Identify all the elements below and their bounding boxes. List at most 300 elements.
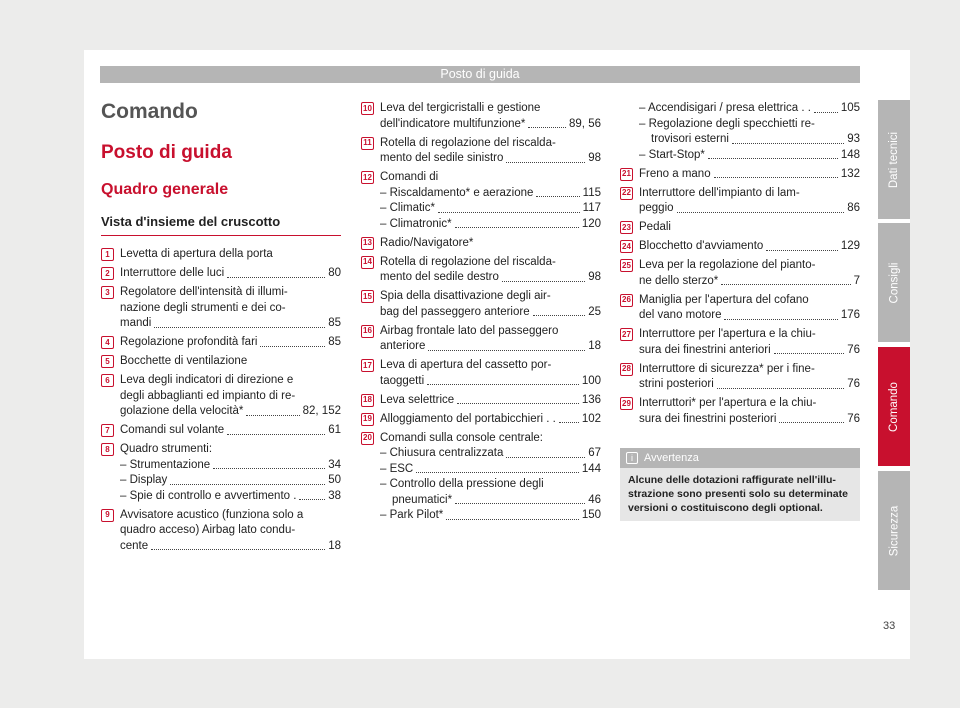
item-number-badge: 7: [101, 424, 114, 437]
item-number-badge: 22: [620, 187, 633, 200]
page-reference[interactable]: 132: [840, 167, 860, 180]
item-line: [380, 186, 601, 202]
item-text: [639, 293, 860, 324]
item-line: [380, 358, 601, 374]
item-number-badge: 20: [361, 432, 374, 445]
item-text: [380, 236, 601, 252]
item-line-text: mento del sedile sinistro: [380, 152, 504, 164]
legend-item: [620, 186, 860, 217]
dot-leader: [559, 422, 579, 423]
info-icon: i: [626, 452, 638, 464]
item-line-text: mandi: [120, 317, 152, 329]
page-reference[interactable]: 85: [328, 317, 341, 329]
item-text: [639, 101, 860, 163]
item-number-badge: 26: [620, 294, 633, 307]
item-line-text: – Climatic*: [380, 202, 435, 214]
item-line-text: Interruttore per l'apertura e la chiu-: [639, 328, 816, 340]
item-text: [380, 393, 601, 409]
page-reference[interactable]: 89, 56: [569, 117, 601, 130]
item-line: [639, 132, 860, 148]
page-reference[interactable]: 25: [588, 305, 601, 318]
item-number-badge: 21: [620, 168, 633, 181]
item-line: [120, 404, 341, 420]
dot-leader: [717, 388, 844, 389]
item-line-text: Interruttori* per l'apertura e la chiu-: [639, 397, 817, 409]
item-line-text: Regolazione profondità fari: [120, 336, 258, 348]
legend-item: [101, 442, 341, 504]
item-text: [120, 373, 341, 420]
item-line: [639, 167, 860, 183]
chapter-title: Comando: [101, 100, 198, 123]
item-line-text: – Start-Stop*: [639, 148, 705, 161]
item-text: [380, 255, 601, 286]
dot-leader: [814, 112, 838, 113]
dot-leader: [427, 384, 579, 385]
item-text: [639, 220, 860, 236]
tab-comando[interactable]: [878, 347, 910, 466]
page-reference[interactable]: 34: [328, 458, 341, 471]
item-line: [120, 266, 341, 282]
item-number-badge: 2: [101, 267, 114, 280]
page-reference[interactable]: 105: [840, 102, 860, 114]
item-number-badge: 17: [361, 359, 374, 372]
item-line-text: – Park Pilot*: [380, 509, 444, 521]
tab-label: Comando: [888, 381, 900, 432]
legend-item: [361, 170, 601, 232]
item-line-text: Interruttore di sicurezza* per i fine-: [639, 362, 815, 375]
item-line-text: strini posteriori: [639, 378, 714, 390]
item-line: [120, 423, 341, 439]
item-line-text: Comandi sul volante: [120, 424, 225, 436]
item-text: [380, 324, 601, 355]
page-reference[interactable]: 76: [847, 378, 860, 390]
section-title: Posto di guida: [101, 142, 232, 163]
item-line-text: del vano motore: [639, 309, 722, 321]
item-number-badge: 19: [361, 413, 374, 426]
item-line-text: mento del sedile destro: [380, 271, 499, 283]
item-line: [380, 136, 601, 152]
legend-column-3: [620, 101, 860, 431]
legend-item: [620, 327, 860, 358]
item-line-text: Radio/Navigatore*: [380, 236, 474, 249]
page-number: 33: [883, 620, 896, 632]
legend-item: [620, 220, 860, 236]
item-line: [380, 117, 601, 133]
item-number-badge: 18: [361, 394, 374, 407]
legend-item: [361, 136, 601, 167]
dot-leader: [779, 422, 844, 423]
item-line-text: – Controllo della pressione degli: [380, 478, 544, 490]
item-line-text: – Riscaldamento* e aerazione: [380, 186, 534, 199]
page-reference[interactable]: 117: [582, 202, 601, 214]
item-line-text: Avvisatore acustico (funziona solo a: [120, 508, 304, 521]
page-reference[interactable]: 18: [328, 539, 341, 552]
item-line: [380, 431, 601, 447]
item-text: [639, 258, 860, 289]
page-reference[interactable]: 98: [588, 152, 601, 164]
dot-leader: [732, 143, 844, 144]
legend-item: [101, 373, 341, 420]
legend-item: [361, 431, 601, 524]
item-line-text: dell'indicatore multifunzione*: [380, 117, 526, 130]
item-line: [380, 101, 601, 117]
item-line-text: Quadro strumenti:: [120, 443, 213, 455]
item-text: [120, 335, 341, 351]
dot-leader: [457, 403, 579, 404]
page-reference[interactable]: 148: [840, 148, 860, 161]
page-reference[interactable]: 129: [840, 240, 860, 252]
legend-item: [101, 247, 341, 263]
item-line: [120, 285, 341, 301]
page-reference[interactable]: 176: [840, 309, 860, 321]
legend-item: [101, 423, 341, 439]
item-line-text: Interruttore delle luci: [120, 267, 225, 279]
item-line-text: Leva selettrice: [380, 393, 455, 406]
item-line-text: – Regolazione degli specchietti re-: [639, 117, 815, 130]
item-line-text: Interruttore dell'impianto di lam-: [639, 186, 800, 199]
item-number-badge: 10: [361, 102, 374, 115]
dot-leader: [724, 319, 837, 320]
item-line-text: Freno a mano: [639, 167, 711, 180]
legend-item: [620, 101, 860, 163]
item-line: [639, 412, 860, 428]
legend-item: [101, 285, 341, 332]
item-line: [639, 117, 860, 133]
item-line: [639, 343, 860, 359]
item-text: [120, 285, 341, 332]
item-line: [120, 354, 341, 370]
item-line: [639, 308, 860, 324]
page-reference[interactable]: 76: [847, 343, 860, 356]
item-line-text: nazione degli strumenti e dei co-: [120, 301, 286, 314]
item-line: [639, 220, 860, 236]
item-number-badge: 16: [361, 325, 374, 338]
item-number-badge: 14: [361, 256, 374, 269]
dot-leader: [170, 484, 325, 485]
item-line-text: Spia della disattivazione degli air-: [380, 290, 551, 302]
dot-leader: [455, 503, 585, 504]
item-number-badge: 24: [620, 240, 633, 253]
item-number-badge: 29: [620, 397, 633, 410]
item-line: [120, 335, 341, 351]
item-line: [380, 270, 601, 286]
warning-body: Alcune delle dotazioni raffigurate nell'illu- strazione sono presenti solo su determinate versioni o costituiscono degli optional.: [620, 468, 860, 521]
legend-item: [361, 324, 601, 355]
item-line-text: anteriore: [380, 340, 426, 352]
legend-item: [101, 508, 341, 555]
tab-dati-tecnici[interactable]: [878, 100, 910, 219]
item-number-badge: 4: [101, 336, 114, 349]
dot-leader: [506, 457, 585, 458]
tab-sicurezza[interactable]: [878, 471, 910, 590]
page-reference[interactable]: 82, 152: [302, 405, 341, 417]
item-line: [120, 473, 341, 489]
item-text: [639, 362, 860, 393]
legend-item: [361, 236, 601, 252]
item-line-text: Leva per la regolazione del pianto-: [639, 259, 816, 271]
tab-label: Consigli: [888, 262, 901, 303]
item-text: [380, 358, 601, 389]
item-number-badge: 28: [620, 363, 633, 376]
item-line: [639, 258, 860, 274]
legend-item: [620, 239, 860, 255]
item-number-badge: 6: [101, 374, 114, 387]
item-line-text: – Spie di controllo e avvertimento .: [120, 489, 297, 502]
item-line: [120, 316, 341, 332]
page-reference[interactable]: 50: [328, 474, 341, 486]
dot-leader: [213, 468, 325, 469]
item-line-text: Blocchetto d'avviamento: [639, 240, 764, 252]
item-line-text: pneumatici*: [392, 493, 453, 506]
item-number-badge: 25: [620, 259, 633, 272]
item-line-text: – Chiusura centralizzata: [380, 447, 504, 459]
item-line: [380, 305, 601, 321]
dot-leader: [533, 315, 586, 316]
item-line-text: – Display: [120, 474, 168, 486]
item-line-text: Bocchette di ventilazione: [120, 355, 248, 367]
dot-leader: [708, 158, 838, 159]
item-line-text: Maniglia per l'apertura del cofano: [639, 293, 809, 306]
item-text: [120, 423, 341, 439]
page-reference[interactable]: 102: [581, 412, 601, 425]
item-text: [639, 327, 860, 358]
item-line: [639, 148, 860, 164]
page-reference[interactable]: 136: [581, 393, 601, 406]
page-reference[interactable]: 7: [853, 274, 860, 287]
item-line-text: peggio: [639, 202, 674, 214]
item-line: [120, 389, 341, 405]
item-number-badge: 23: [620, 221, 633, 234]
legend-item: [361, 412, 601, 428]
item-text: [380, 412, 601, 428]
item-number-badge: 9: [101, 509, 114, 522]
item-line-text: sura dei finestrini anteriori: [639, 343, 771, 356]
item-number-badge: 11: [361, 137, 374, 150]
warning-header: [620, 448, 860, 468]
item-text: [639, 167, 860, 183]
item-line: [120, 523, 341, 539]
item-line: [639, 377, 860, 393]
item-line: [120, 458, 341, 474]
item-line: [120, 539, 341, 555]
page-reference[interactable]: 61: [328, 424, 341, 436]
legend-item: [620, 258, 860, 289]
item-text: [380, 431, 601, 524]
item-line: [639, 396, 860, 412]
item-number-badge: 8: [101, 443, 114, 456]
item-line-text: sura dei finestrini posteriori: [639, 412, 777, 425]
heading-rule: [101, 235, 341, 236]
item-line-text: – ESC: [380, 462, 414, 475]
legend-item: [361, 358, 601, 389]
item-text: [380, 101, 601, 132]
dot-leader: [151, 549, 325, 550]
item-line: [380, 374, 601, 390]
warning-title: Avvertenza: [644, 452, 699, 464]
item-line: [380, 201, 601, 217]
item-line-text: ne dello sterzo*: [639, 274, 719, 287]
item-line: [380, 339, 601, 355]
page-reference[interactable]: 150: [581, 509, 601, 521]
item-line: [380, 170, 601, 186]
item-line: [380, 236, 601, 252]
item-text: [120, 442, 341, 504]
item-line-text: taoggetti: [380, 374, 425, 387]
item-text: [380, 289, 601, 320]
dot-leader: [416, 472, 579, 473]
item-line: [380, 324, 601, 340]
page-reference[interactable]: 80: [328, 267, 341, 279]
item-line-text: cente: [120, 539, 149, 552]
page-reference[interactable]: 76: [847, 412, 860, 425]
item-number-badge: 13: [361, 237, 374, 250]
item-line-text: degli abbaglianti ed impianto di re-: [120, 389, 296, 402]
item-line-text: Regolatore dell'intensità di illumi-: [120, 286, 288, 298]
legend-column-2: [361, 101, 601, 527]
item-line: [380, 151, 601, 167]
dot-leader: [446, 519, 579, 520]
page-reference[interactable]: 46: [588, 493, 601, 506]
dot-leader: [506, 162, 585, 163]
page-reference[interactable]: 18: [588, 340, 601, 352]
legend-item: [101, 354, 341, 370]
item-number-badge: 3: [101, 286, 114, 299]
item-line: [380, 393, 601, 409]
legend-column-1: [101, 247, 341, 558]
legend-item: [361, 255, 601, 286]
item-text: [380, 136, 601, 167]
page-header: Posto di guida: [100, 66, 860, 83]
page-reference[interactable]: 85: [328, 336, 341, 348]
legend-item: [101, 335, 341, 351]
page-reference[interactable]: 120: [581, 217, 601, 230]
warning-box: [620, 448, 860, 521]
item-line-text: quadro acceso) Airbag lato condu-: [120, 524, 296, 536]
legend-item: [620, 396, 860, 427]
dot-leader: [246, 415, 299, 416]
item-line: [639, 239, 860, 255]
item-line-text: Comandi sulla console centrale:: [380, 431, 544, 444]
dot-leader: [455, 227, 579, 228]
dot-leader: [528, 127, 566, 128]
dot-leader: [536, 196, 579, 197]
item-line-text: golazione della velocità*: [120, 405, 244, 417]
item-line: [380, 217, 601, 233]
item-line: [120, 442, 341, 458]
dot-leader: [774, 353, 845, 354]
subsection-title: Quadro generale: [101, 181, 229, 198]
item-line-text: – Accendisigari / presa elettrica . .: [639, 102, 811, 114]
item-line-text: Comandi di: [380, 171, 439, 183]
page-reference[interactable]: 144: [581, 462, 601, 475]
item-line-text: Alloggiamento del portabicchieri . .: [380, 412, 556, 425]
item-line-text: Leva del tergicristalli e gestione: [380, 102, 541, 114]
item-line: [639, 362, 860, 378]
legend-item: [361, 393, 601, 409]
dot-leader: [227, 277, 325, 278]
dot-leader: [227, 434, 325, 435]
dot-leader: [502, 281, 585, 282]
legend-item: [361, 289, 601, 320]
dot-leader: [438, 212, 580, 213]
item-line: [120, 247, 341, 263]
page-reference[interactable]: 38: [328, 489, 341, 502]
dot-leader: [677, 212, 845, 213]
item-line: [120, 301, 341, 317]
item-number-badge: 15: [361, 290, 374, 303]
item-line-text: bag del passeggero anteriore: [380, 305, 530, 318]
legend-item: [101, 266, 341, 282]
item-line-text: Airbag frontale lato del passeggero: [380, 324, 559, 337]
item-line: [639, 101, 860, 117]
item-text: [120, 354, 341, 370]
item-line: [639, 186, 860, 202]
dot-leader: [714, 177, 838, 178]
dot-leader: [260, 346, 325, 347]
item-line: [380, 462, 601, 478]
item-line-text: Rotella di regolazione del riscalda-: [380, 136, 556, 149]
item-line-text: Pedali: [639, 221, 671, 233]
item-line: [380, 289, 601, 305]
legend-item: [620, 362, 860, 393]
item-text: [120, 508, 341, 555]
item-line: [639, 274, 860, 290]
item-line: [639, 327, 860, 343]
item-number-badge: 12: [361, 171, 374, 184]
item-line-text: Levetta di apertura della porta: [120, 248, 273, 260]
topic-title: Vista d'insieme del cruscotto: [101, 214, 281, 229]
item-line-text: Leva degli indicatori di direzione e: [120, 374, 294, 386]
tab-label: Sicurezza: [888, 505, 900, 556]
item-line: [120, 508, 341, 524]
item-number-badge: 1: [101, 248, 114, 261]
page-reference[interactable]: 115: [582, 186, 601, 199]
item-line-text: Leva di apertura del cassetto por-: [380, 359, 552, 371]
dot-leader: [766, 250, 838, 251]
item-line: [380, 508, 601, 524]
dot-leader: [154, 327, 325, 328]
item-text: [380, 170, 601, 232]
item-text: [639, 239, 860, 255]
item-line-text: – Strumentazione: [120, 458, 211, 471]
item-line: [639, 201, 860, 217]
page-reference[interactable]: 98: [588, 271, 601, 283]
item-text: [639, 186, 860, 217]
page-reference[interactable]: 86: [847, 202, 860, 214]
item-line-text: Rotella di regolazione del riscalda-: [380, 255, 556, 268]
tab-label: Dati tecnici: [888, 131, 900, 188]
item-line: [380, 493, 601, 509]
item-text: [120, 266, 341, 282]
legend-item: [620, 167, 860, 183]
page-reference[interactable]: 67: [588, 447, 601, 459]
legend-item: [361, 101, 601, 132]
dot-leader: [299, 499, 325, 500]
dot-leader: [721, 284, 850, 285]
item-line: [380, 255, 601, 271]
page-reference[interactable]: 100: [581, 374, 601, 387]
legend-item: [620, 293, 860, 324]
item-line-text: trovisori esterni: [651, 133, 729, 145]
dot-leader: [428, 350, 585, 351]
item-number-badge: 27: [620, 328, 633, 341]
item-line: [380, 477, 601, 493]
item-line: [120, 489, 341, 505]
page-reference[interactable]: 93: [847, 133, 860, 145]
item-line: [380, 412, 601, 428]
item-text: [120, 247, 341, 263]
tab-consigli[interactable]: [878, 223, 910, 342]
